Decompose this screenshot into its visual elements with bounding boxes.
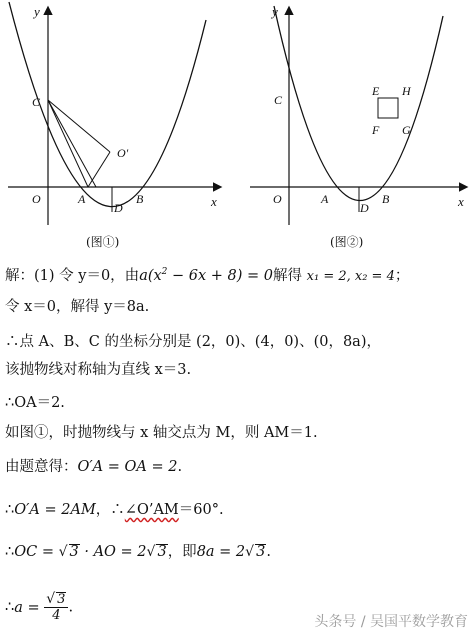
solution-line-7 bbox=[5, 457, 182, 477]
equation-roots: x₁ = 2, x₂ = 4 bbox=[306, 268, 395, 284]
figure-1-caption: (图①) bbox=[86, 235, 120, 249]
figure-2-caption: (图②) bbox=[330, 235, 364, 249]
line-1-prefix: 解：(1) 令 y＝0，由 bbox=[5, 267, 140, 284]
equation-oa: O′A = OA = 2 bbox=[77, 459, 178, 475]
label-o-prime: O' bbox=[117, 146, 129, 160]
label-o: O bbox=[32, 192, 41, 206]
line-9-end: . bbox=[266, 544, 271, 560]
solution-line-8 bbox=[5, 500, 224, 520]
solution-line-10 bbox=[5, 592, 73, 623]
equation-oc: OC = √ 3 · AO = 2√ 3 bbox=[14, 544, 167, 560]
watermark: 头条号 / 吴国平数学教育 bbox=[314, 614, 468, 630]
parabola-2 bbox=[274, 6, 443, 201]
label-b: B bbox=[136, 192, 144, 206]
solution-line-5: ∴OA＝2. bbox=[5, 395, 65, 411]
equation-quadratic: $a(x^2 - 6x + 8) = 0$ bbox=[139, 267, 274, 284]
line-10-prefix: ∴ bbox=[5, 599, 15, 616]
solution-line-1 bbox=[5, 262, 409, 287]
segment-ao-prime bbox=[88, 152, 110, 187]
line-10-end: . bbox=[68, 599, 74, 616]
line-9-prefix: ∴ bbox=[5, 544, 15, 560]
line-9-mid: ，即 bbox=[167, 544, 197, 560]
label-c: C bbox=[274, 93, 283, 107]
line-8-prefix: ∴ bbox=[5, 502, 15, 518]
label-f: F bbox=[372, 123, 380, 137]
line-1-end: ； bbox=[394, 267, 410, 284]
line-8-end: ＝60°. bbox=[178, 502, 224, 518]
solution-line-9 bbox=[5, 542, 271, 562]
figure-2 bbox=[238, 0, 476, 232]
label-e: E bbox=[372, 84, 380, 98]
line-1-mid: 解得 bbox=[273, 267, 303, 284]
label-d: D bbox=[114, 201, 123, 215]
solution-line-6: 如图①，时抛物线与 x 轴交点为 M，则 AM＝1. bbox=[5, 425, 318, 441]
label-y-axis: y bbox=[272, 4, 278, 19]
label-a: A bbox=[78, 192, 86, 206]
solution-line-3: ∴点 A、B、C 的坐标分别是 (2，0)、(4，0)、(0，8a)， bbox=[5, 334, 381, 350]
label-d: D bbox=[360, 201, 369, 215]
solution-line-4: 该抛物线对称轴为直线 x＝3. bbox=[5, 362, 192, 378]
equation-8a: 8a = 2√ 3 bbox=[196, 544, 266, 560]
label-y-axis: y bbox=[34, 4, 40, 19]
label-x-axis: x bbox=[458, 194, 464, 209]
line-8-mid: ，∴ bbox=[95, 502, 125, 518]
label-b: B bbox=[382, 192, 390, 206]
figure-1 bbox=[0, 0, 238, 232]
equation-2am: O′A = 2AM bbox=[14, 502, 96, 518]
label-h: H bbox=[402, 84, 411, 98]
label-g: G bbox=[402, 123, 411, 137]
line-7-prefix: 由题意得： bbox=[5, 459, 78, 475]
angle-oam: ∠O’AM bbox=[124, 502, 179, 518]
segment-co-prime bbox=[48, 100, 110, 152]
label-a: A bbox=[321, 192, 329, 206]
label-c: C bbox=[32, 95, 41, 109]
equation-a-value: a = $\frac{√ 3}{4}$ bbox=[14, 600, 68, 616]
label-o: O bbox=[273, 192, 282, 206]
label-x-axis: x bbox=[211, 194, 217, 209]
line-7-end: . bbox=[177, 459, 183, 475]
solution-line-2: 令 x＝0，解得 y＝8a. bbox=[5, 299, 150, 315]
segment-ca bbox=[48, 100, 88, 187]
square-efgh bbox=[378, 98, 398, 118]
